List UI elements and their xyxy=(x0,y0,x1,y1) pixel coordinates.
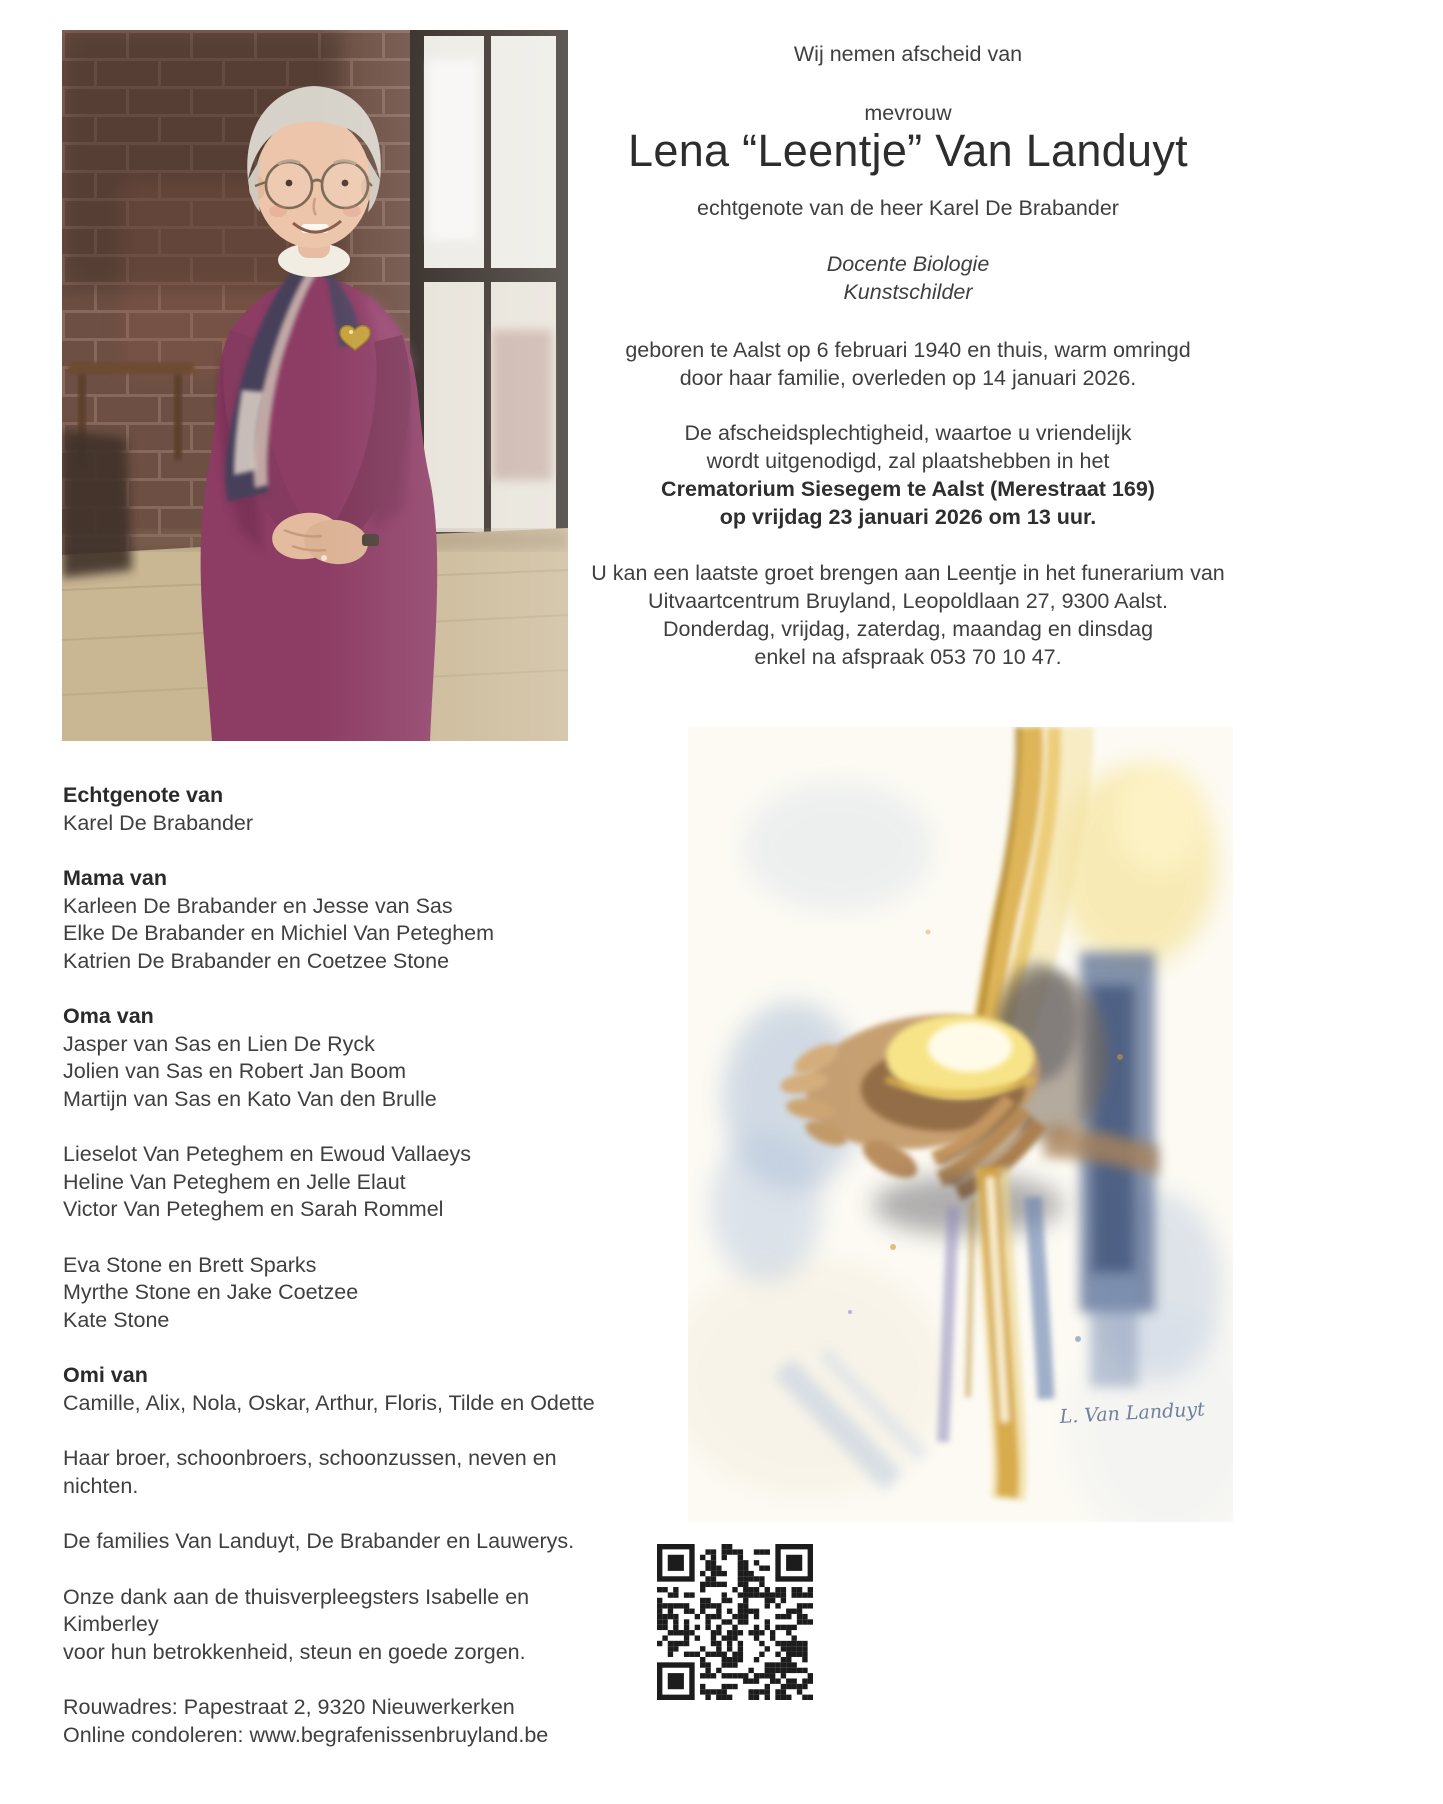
family-section-spouse xyxy=(63,782,603,837)
visitation-line: Donderdag, vrijdag, zaterdag, maandag en dinsdag xyxy=(662,617,1154,641)
family-line: De families Van Landuyt, De Brabander en Lauwerys. xyxy=(63,1529,575,1553)
artist-signature: L. Van Landuyt xyxy=(1059,1398,1206,1428)
section-heading: Echtgenote van xyxy=(63,783,224,807)
announcement-salutation: mevrouw xyxy=(864,101,952,125)
thanks-note xyxy=(63,1584,603,1667)
life-dates xyxy=(585,336,1231,392)
section-heading: Oma van xyxy=(63,1004,154,1028)
family-section-grandchildren-3 xyxy=(63,1252,603,1335)
family-line: Kate Stone xyxy=(63,1307,170,1332)
ceremony-location: Crematorium Siesegem te Aalst (Merestraat 169) xyxy=(661,477,1155,501)
family-line: Victor Van Peteghem en Sarah Rommel xyxy=(63,1197,444,1221)
family-section-families xyxy=(63,1528,603,1556)
ceremony-datetime: op vrijdag 23 januari 2026 om 13 uur. xyxy=(719,505,1097,529)
condolence-website: Online condoleren: www.begrafenissenbruyland.be xyxy=(63,1722,549,1747)
section-heading: Omi van xyxy=(63,1363,148,1387)
family-line: Heline Van Peteghem en Jelle Elaut xyxy=(63,1169,406,1194)
family-line: Eva Stone en Brett Sparks xyxy=(63,1252,317,1277)
family-line: Onze dank aan de thuisverpleegsters Isabelle en Kimberley xyxy=(63,1584,530,1636)
profession-line: Docente Biologie xyxy=(826,252,990,276)
portrait-photo xyxy=(62,30,568,741)
family-section-grandchildren-2 xyxy=(63,1141,603,1224)
announcement-intro: Wij nemen afscheid van xyxy=(793,42,1023,66)
family-line: Martijn van Sas en Kato Van den Brulle xyxy=(63,1086,437,1111)
ceremony-line: De afscheidsplechtigheid, waartoe u vriendelijk xyxy=(684,421,1132,445)
qr-code-graphic xyxy=(657,1544,813,1700)
watercolor-hands-painting xyxy=(688,727,1233,1522)
family-line: Karel De Brabander xyxy=(63,810,254,835)
ceremony-info xyxy=(585,419,1231,531)
life-line: door haar familie, overleden op 14 januari 2026. xyxy=(679,366,1137,390)
family-line: Camille, Alix, Nola, Oskar, Arthur, Floris, Tilde en Odette xyxy=(63,1390,595,1415)
ceremony-line: wordt uitgenodigd, zal plaatshebben in het xyxy=(706,449,1110,473)
family-section-relatives xyxy=(63,1445,603,1500)
family-line: Jasper van Sas en Lien De Ryck xyxy=(63,1031,375,1056)
family-section-children xyxy=(63,865,603,975)
visitation-info xyxy=(585,559,1231,671)
mourning-address: Rouwadres: Papestraat 2, 9320 Nieuwerkerken xyxy=(63,1695,515,1719)
family-section-greatgrandchildren xyxy=(63,1362,603,1417)
visitation-line: Uitvaartcentrum Bruyland, Leopoldlaan 27, 9300 Aalst. xyxy=(648,589,1168,613)
family-line: Haar broer, schoonbroers, schoonzussen, neven en nichten. xyxy=(63,1446,557,1498)
family-line: Myrthe Stone en Jake Coetzee xyxy=(63,1280,359,1304)
family-line: Lieselot Van Peteghem en Ewoud Vallaeys xyxy=(63,1142,471,1166)
deceased-name: Lena “Leentje” Van Landuyt xyxy=(628,125,1188,176)
contact-info xyxy=(63,1694,603,1749)
section-heading: Mama van xyxy=(63,866,167,890)
visitation-line: U kan een laatste groet brengen aan Leentje in het funerarium van xyxy=(591,561,1225,585)
family-list xyxy=(63,782,603,1777)
professions xyxy=(585,250,1231,306)
qr-code xyxy=(657,1544,813,1700)
profession-line: Kunstschilder xyxy=(843,280,973,304)
family-line: Katrien De Brabander en Coetzee Stone xyxy=(63,948,450,973)
portrait-photo-graphic xyxy=(62,30,568,741)
visitation-line: enkel na afspraak 053 70 10 47. xyxy=(754,645,1062,669)
spouse-line: echtgenote van de heer Karel De Brabander xyxy=(697,196,1119,220)
watercolor-graphic xyxy=(688,727,1233,1522)
family-line: Jolien van Sas en Robert Jan Boom xyxy=(63,1059,407,1083)
family-line: voor hun betrokkenheid, steun en goede zorgen. xyxy=(63,1639,526,1664)
life-line: geboren te Aalst op 6 februari 1940 en thuis, warm omringd xyxy=(625,338,1191,362)
family-section-grandchildren xyxy=(63,1003,603,1113)
family-line: Karleen De Brabander en Jesse van Sas xyxy=(63,893,453,918)
family-line: Elke De Brabander en Michiel Van Peteghem xyxy=(63,921,495,945)
